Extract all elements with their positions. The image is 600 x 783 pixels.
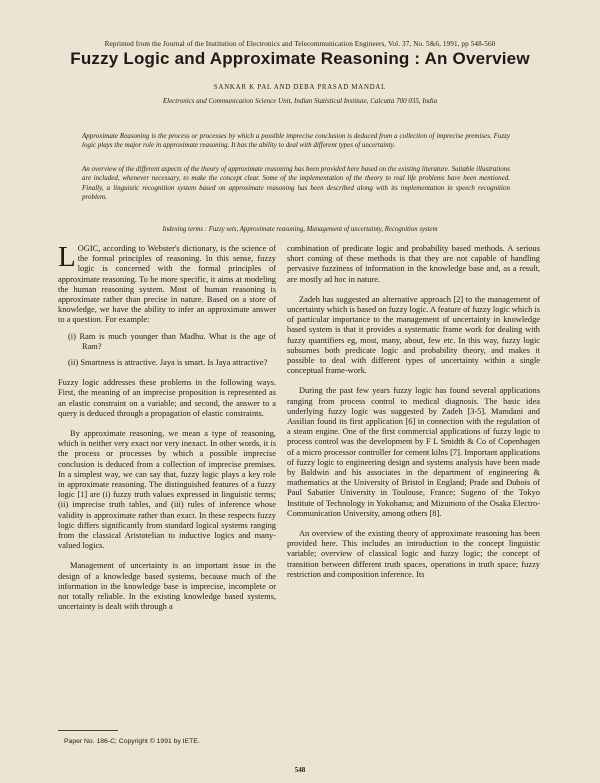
body-paragraph: During the past few years fuzzy logic has found several applications ranging from process control to medical diagnosis. The basic idea underlying fuzzy logic was suggested by Zadeh [3-5]. Mamdani and Assilian found its first application [6] in connection with the regulation of a steam engine. One of the first commercial applications of fuzzy logic to process control was the development by F L Smidth & Co of Copenhagen of a micro processor controller for cement kilns [7]. Important applications of fuzzy logic to engineering design and systems analysis have been made by Baldwin and his associates in the department of engineering & mathematics at the University of Bristol in England; Prade and Dubois of Paul Sabatier University in Toulouse, France; Sugeno of the Tokyo Institute of Technology in Yokohama; and Mizumoto of the Osaka Electro-Communication University, among others [8].	[287, 386, 540, 518]
body-paragraph: Fuzzy logic addresses these problems in the following ways. First, the meaning of an imprecise proposition is represented as an elastic constraint on a variable; and second, the answer to a query is deduced through a propagation of elastic constraints.	[58, 378, 276, 418]
footnote: Paper No. 186-C; Copyright © 1991 by IETE.	[64, 738, 200, 745]
body-paragraph: Management of uncertainty is an important issue in the design of a knowledge based systems, because much of the information in the knowledge base is imprecise, incomplete or not totally reliable. In the existing knowledge based systems, uncertainty is dealt with through a	[58, 561, 276, 612]
affiliation: Electronics and Communication Science Unit, Indian Statistical Institute, Calcutta 700 035, India	[162, 97, 438, 105]
reprint-note: Reprinted from the Journal of the Institution of Electronics and Telecommunication Engineers, Vol. 37, No. 5&6, 1991, pp 548-560	[104, 40, 496, 48]
body-paragraph: By approximate reasoning, we mean a type of reasoning, which is neither very exact nor very inexact. In other words, it is the process or processes by which a possible imprecise conclusion is deduced from a collection of imprecise premises. In a simplest way, we can say that, fuzzy logic plays a key role in approximate reasoning. The distinguished features of a fuzzy logic [1] are (i) fuzzy truth values expressed in linguistic terms; (ii) imprecise truth tables, and (iii) rules of inference whose validity is approximate rather than exact. In these respects fuzzy logic differs significantly from standard logical systems ranging from the classical Aristotelian to inductive logics and many-valued logics.	[58, 429, 276, 551]
body-paragraph: combination of predicate logic and probability based methods. A serious short coming of these methods is that they are not capable of handling pervasive fuzziness of information in the knowledge base and, as a result, are mostly ad hoc in nature.	[287, 244, 540, 284]
example-2: (ii) Smartness is attractive. Jaya is smart. Is Jaya attractive?	[68, 358, 268, 368]
right-column	[287, 244, 540, 580]
paper-title: Fuzzy Logic and Approximate Reasoning : An Overview	[70, 49, 530, 68]
author-line: SANKAR K PAL AND DEBA PRASAD MANDAL	[213, 84, 387, 91]
indexing-terms: Indexing terms : Fuzzy sets, Approximate reasoning, Management of uncertainty, Recognition system	[162, 226, 438, 233]
page-number: 548	[294, 766, 306, 774]
example-1: (i) Ram is much younger than Madhu. What is the age of Ram?	[68, 331, 276, 351]
drop-cap: L	[58, 241, 76, 273]
abstract-paragraph-1: Approximate Reasoning is the process or processes by which a possible imprecise conclusion is deduced from a collection of imprecise premises. Fuzzy logic plays the major role in approximate reasoning. It has the ability to deal with different types of uncertainty.	[82, 132, 510, 150]
footnote-rule	[58, 730, 118, 731]
body-paragraph: Zadeh has suggested an alternative approach [2] to the management of uncertainty which is based on fuzzy logic. A feature of fuzzy logic which is of particular importance to the management of uncertainty in knowledge based system is that it provides a systematic frame work for dealing with fuzzy quantifiers eg, most, many, about, few etc. In this way, fuzzy logic subsumes both predicate logic and probability theory, and makes it possible to deal with different types of uncertainty within a single conceptual frame-work.	[287, 294, 540, 376]
abstract-paragraph-2: An overview of the different aspects of the theory of approximate reasoning has been provided here based on the existing literature. Suitable illustrations are included, whenever necessary, to make the concept clear. Some of the implementation of the theory to real life problems have been mentioned. Finally, a linguistic recognition system based on approximate reasoning has been described along with its implementation in speech recognition problem.	[82, 165, 510, 202]
intro-text: OGIC, according to Webster's dictionary, is the science of the formal principles of reasoning. In this sense, fuzzy logic is concerned with the formal principles of approximate reasoning. To be more specific, it aims at modeling the human reasoning system. Most of human reasoning is approximate rather than precise in nature. Based on a store of knowledge, we have the ability to infer an approximate answer to a question. For example:	[58, 244, 276, 325]
body-paragraph: An overview of the existing theory of approximate reasoning has been provided here. This includes an introduction to the concept linguistic variable; overview of classical logic and fuzzy logic; the concept of transition between different truth spaces, operations in truth space; fuzzy restriction and composition inference. Its	[287, 529, 540, 579]
left-column	[58, 241, 276, 613]
intro-paragraph	[58, 241, 276, 326]
